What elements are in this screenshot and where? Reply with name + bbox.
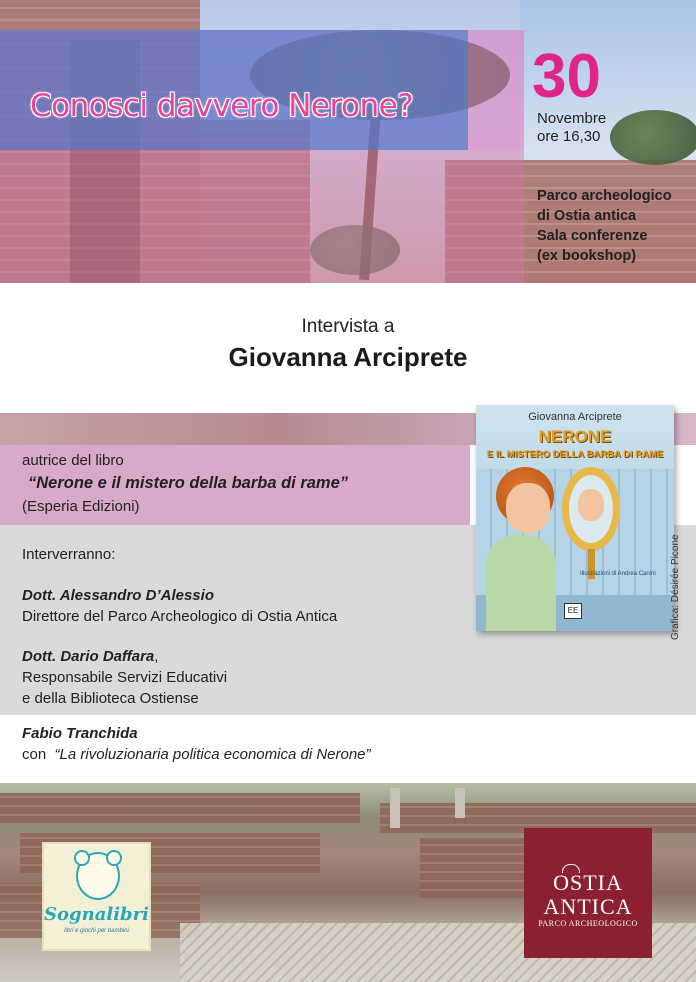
book-cover-illustrator: Illustrazioni di Andrea Canini xyxy=(580,571,656,577)
event-title: Conosci davvero Nerone? xyxy=(30,88,414,124)
sognalibri-tagline: libri e giochi per bambini xyxy=(64,928,129,934)
speaker-role: e della Biblioteca Ostiense xyxy=(22,690,199,707)
boy-shirt xyxy=(486,535,556,631)
speaker-name-line xyxy=(22,648,158,665)
book-publisher: (Esperia Edizioni) xyxy=(22,498,140,515)
venue-line: di Ostia antica xyxy=(537,208,637,224)
guest-talk-line xyxy=(22,746,371,763)
boy-face xyxy=(506,483,550,533)
event-time: ore 16,30 xyxy=(537,128,601,145)
ostia-line3: PARCO ARCHEOLOGICO xyxy=(538,919,638,928)
book-cover-title: NERONE xyxy=(538,427,612,446)
venue-line: Sala conferenze xyxy=(537,228,648,244)
book-cover-subtitle: E IL MISTERO DELLA BARBA DI RAME xyxy=(486,449,664,460)
event-month: Novembre xyxy=(537,110,607,127)
ostia-line1: OSTIA xyxy=(553,870,623,895)
publisher-mark: EE xyxy=(564,603,582,619)
column xyxy=(390,788,400,828)
graphic-credit: Grafica: Désirée Picone xyxy=(670,534,681,640)
book-cover-author: Giovanna Arciprete xyxy=(528,411,622,423)
interviewee-name: Giovanna Arciprete xyxy=(228,342,468,372)
guest-talk-prefix: con xyxy=(22,746,47,763)
speakers-heading: Interverranno: xyxy=(22,546,116,563)
speaker-role: Responsabile Servizi Educativi xyxy=(22,669,228,686)
event-day: 30 xyxy=(532,42,601,111)
speaker-role: Direttore del Parco Archeologico di Ostia Antica xyxy=(22,608,338,625)
guest-name: Fabio Tranchida xyxy=(22,725,138,742)
speaker-name: Dott. Dario Daffara xyxy=(22,648,155,665)
ostia-line2: ANTICA xyxy=(543,894,633,919)
guest-talk-title: “La rivoluzionaria politica economica di Nerone” xyxy=(54,746,371,763)
sognalibri-name: Sognalibri xyxy=(44,904,149,925)
venue-line: Parco archeologico xyxy=(537,188,672,204)
book-cover xyxy=(476,405,674,631)
ostia-antica-logo xyxy=(524,828,652,958)
interview-label: Intervista a xyxy=(301,316,395,337)
speaker-name: Dott. Alessandro D’Alessio xyxy=(22,587,214,604)
speaker-name-suffix: , xyxy=(154,648,159,665)
sognalibri-logo xyxy=(42,842,151,951)
book-intro: autrice del libro xyxy=(22,452,124,469)
column xyxy=(455,788,465,818)
book-title: “Nerone e il mistero della barba di rame” xyxy=(28,474,349,492)
venue-line: (ex bookshop) xyxy=(537,248,637,264)
